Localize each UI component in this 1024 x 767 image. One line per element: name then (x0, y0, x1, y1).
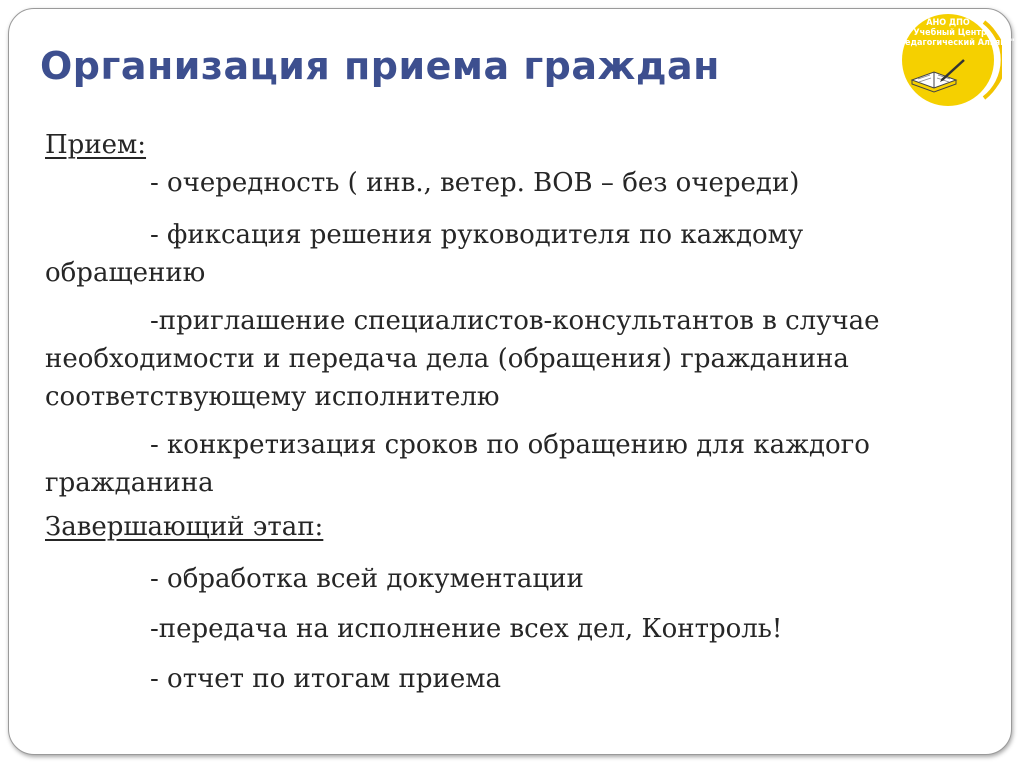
list-item: - очередность ( инв., ветер. ВОВ – без очереди) (150, 168, 800, 198)
list-item: - конкретизация сроков по обращению для каждого гражданина (45, 430, 870, 498)
logo-line-1: АНО ДПО (926, 18, 970, 28)
slide-body (45, 126, 945, 708)
section-heading-reception: Прием: (45, 130, 147, 160)
organization-logo (872, 10, 1015, 110)
list-item: - фиксация решения руководителя по каждому обращению (45, 220, 804, 288)
logo-text (894, 18, 1015, 48)
list-item: -приглашение специалистов-консультантов в случае необходимости и передача дела (обращения) гражданина соответствующему исполнителю (45, 306, 880, 412)
logo-line-2: "Учебный Центр (909, 28, 987, 38)
list-item: - отчет по итогам приема (150, 664, 501, 694)
logo-line-3: "Педагогический Альянс" (894, 38, 1015, 48)
section-heading-final-stage: Завершающий этап: (45, 512, 324, 542)
list-item: -передача на исполнение всех дел, Контроль! (150, 614, 783, 644)
list-item: - обработка всей документации (150, 564, 584, 594)
slide-title: Организация приема граждан (40, 44, 720, 88)
